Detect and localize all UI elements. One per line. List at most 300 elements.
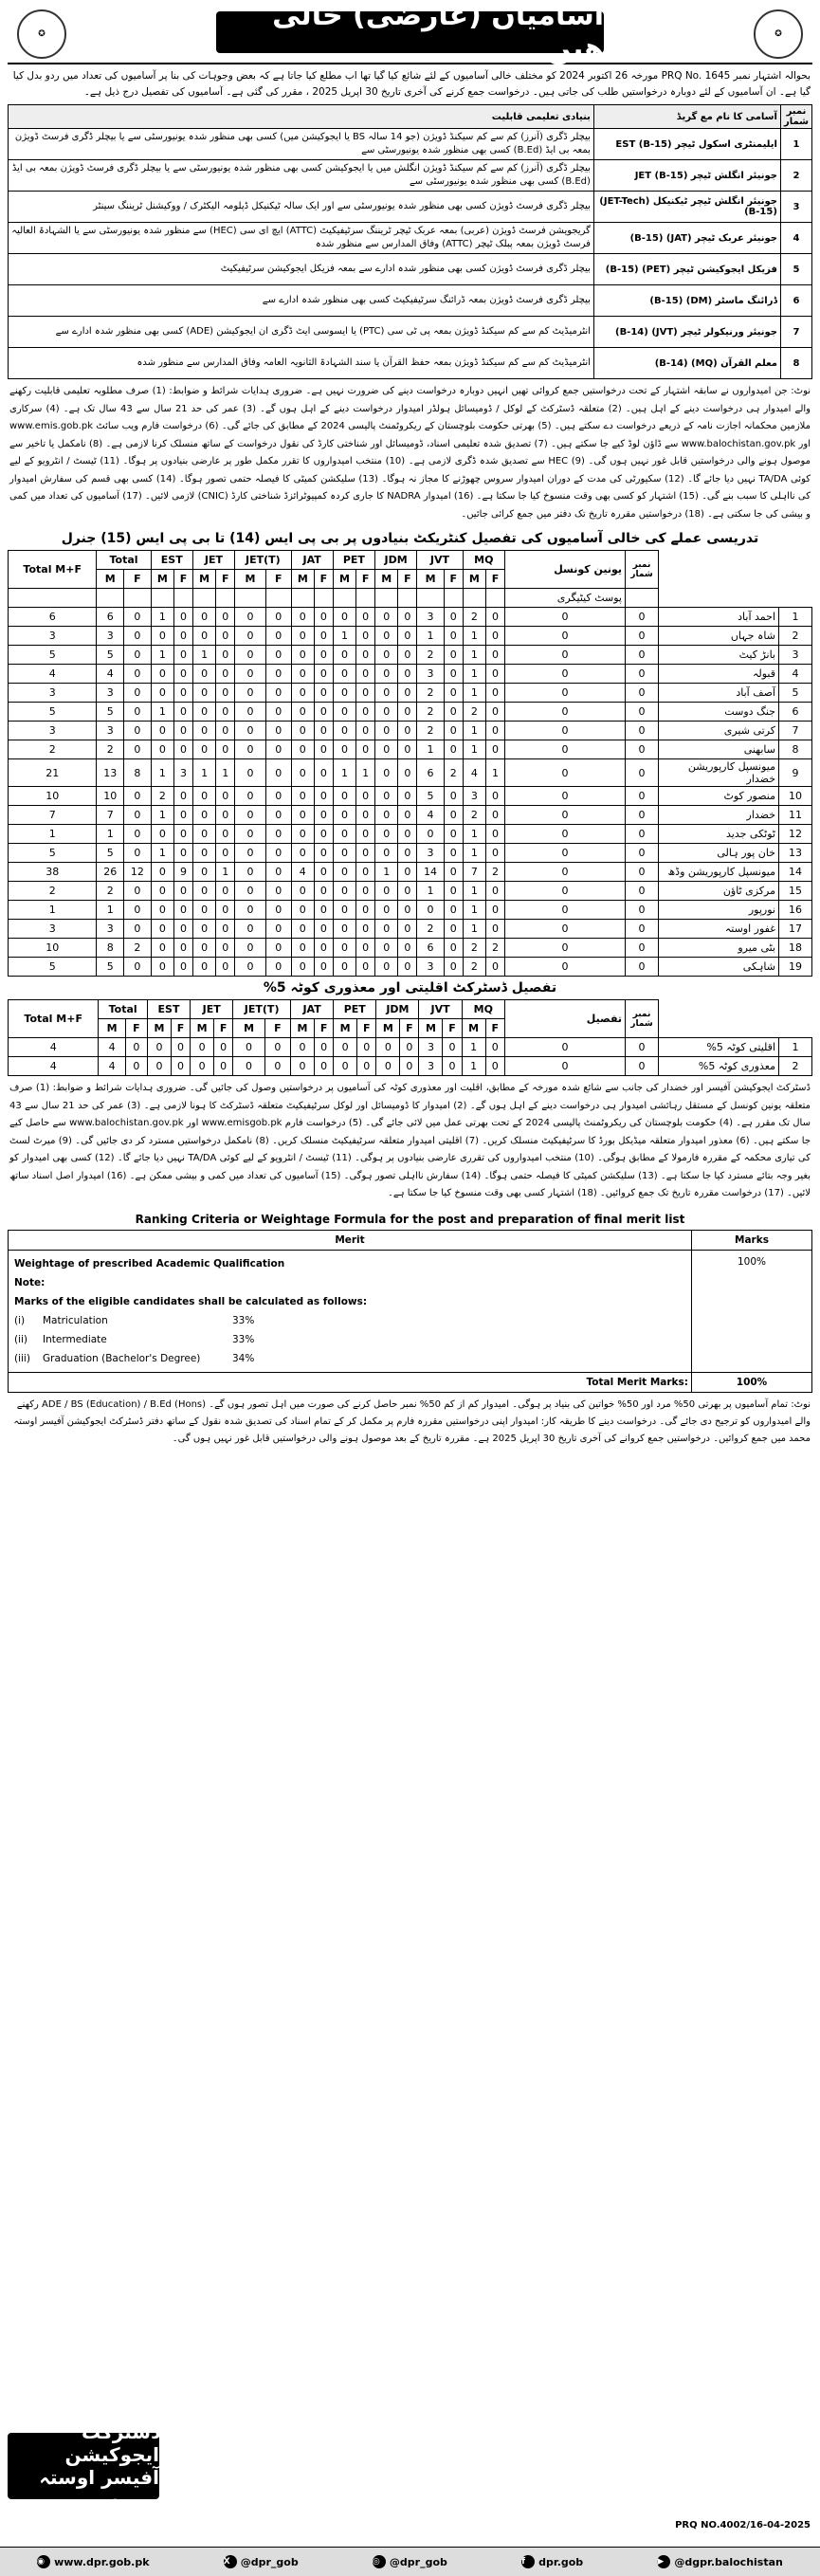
cell-value: 0 [626,882,659,901]
cell-value: 0 [216,806,235,825]
cell-value: 0 [291,722,314,740]
cell-value: 3 [463,787,485,806]
post-num: 3 [780,192,811,223]
cell-value: 1 [417,627,445,646]
cell-value: 0 [444,920,463,939]
cell-value: 7 [463,863,485,882]
post-row [9,223,812,254]
cell-value: 1 [417,882,445,901]
post-qualification: انٹرمیڈیٹ کم سے کم سیکنڈ ڈویژن بمعہ حفظ القرآن یا سند الشہادۃ الثانویہ العامہ وفاق المدارس سے منظور شدہ [9,348,594,379]
cell-value: 0 [444,825,463,844]
cell-value: 0 [356,646,375,665]
table-row [9,608,812,627]
cell-value: 0 [626,740,659,759]
cell-value: 0 [192,703,215,722]
cell-value: 1 [463,882,485,901]
cell-value: 1 [151,608,173,627]
cell-value: 0 [264,1057,290,1076]
cell-value: 0 [417,825,445,844]
cell-value: 1 [216,759,235,787]
post-qualification: بیچلر ڈگری فرسٹ ڈویژن کسی بھی منظور شدہ یونیورسٹی سے اور ایک سالہ ٹیکنیکل ڈپلومہ الیکٹرک / ووکیشنل ٹریننگ سینٹر [9,192,594,223]
cell-value: 0 [505,646,626,665]
cell-value: 2 [417,920,445,939]
cell-value: 0 [265,806,291,825]
cell-value: 0 [151,825,173,844]
cell-value: 2 [486,939,505,958]
cell-value: 0 [235,863,266,882]
cell-value: 0 [626,703,659,722]
cell-total-mf: 3 [9,684,97,703]
cell-value: 0 [174,806,193,825]
cell-value: 0 [505,740,626,759]
cell-total-mf: 4 [9,1057,99,1076]
post-row [9,192,812,223]
cell-value: 0 [192,740,215,759]
cell-value: 0 [375,646,398,665]
cell-value: 0 [505,882,626,901]
table-row [9,806,812,825]
col-m: M [97,570,124,589]
cell-value: 0 [400,1038,419,1057]
table-row [9,684,812,703]
cell-value: 0 [505,825,626,844]
cell-value: 2 [417,646,445,665]
cell-value: 1 [151,844,173,863]
cell-value: 3 [419,1038,443,1057]
cell-value: 1 [151,703,173,722]
cell-value: 0 [235,939,266,958]
cell-value: 0 [315,920,334,939]
cell-value: 0 [174,646,193,665]
cell-name: خضدار [659,806,779,825]
col-f: F [357,1019,376,1038]
cell-value: 0 [444,863,463,882]
cell-value: 3 [174,759,193,787]
cell-total-mf: 21 [9,759,97,787]
cell-value: 0 [398,901,417,920]
cell-value: 0 [264,1038,290,1057]
cell-value: 0 [291,1038,315,1057]
cell-value: 0 [334,1057,357,1076]
cell-value: 0 [505,863,626,882]
cell-value: 0 [235,740,266,759]
post-name: معلم القرآن (MQ) (B-14) [593,348,780,379]
cell-value: 0 [291,703,314,722]
weightage-marks: 100% [692,1250,812,1372]
cell-value: 0 [626,684,659,703]
cell-value: 0 [333,958,355,977]
cell-value: 0 [315,882,334,901]
post-name: ایلیمنٹری اسکول ٹیچر (EST (B-15 [593,129,780,160]
col-header: JDM [376,1000,419,1019]
cell-value: 0 [486,703,505,722]
cell-value: 1 [463,825,485,844]
cell-sn: 15 [779,882,812,901]
cell-value: 0 [333,825,355,844]
footer-item[interactable] [657,2555,782,2568]
cell-value: 0 [626,787,659,806]
cell-name: معذوری کوٹہ 5% [659,1057,779,1076]
cell-value: 3 [97,684,124,703]
col-header: JET [192,551,234,570]
post-num: 6 [780,285,811,317]
footer-item[interactable] [521,2555,583,2568]
col-f: F [400,1019,419,1038]
post-row [9,129,812,160]
merit-item-label: Matriculation [43,1314,108,1326]
cell-sn: 1 [779,1038,812,1057]
cell-value: 0 [356,627,375,646]
cell-value: 0 [626,722,659,740]
cell-value: 1 [417,740,445,759]
cell-value: 0 [444,627,463,646]
cell-value: 0 [357,1038,376,1057]
cell-value: 0 [315,806,334,825]
page-title: آسامیاں (عارضی) خالی ھیں [216,11,604,53]
cell-name: غفور اوستہ [659,920,779,939]
footer-link-text: @dgpr.balochistan [674,2555,783,2568]
merit-header-merit: Merit [9,1230,692,1250]
table-row [9,1038,812,1057]
cell-value: 0 [356,939,375,958]
total-marks: 100% [692,1372,812,1392]
col-m: M [334,1019,357,1038]
cell-total-mf: 38 [9,863,97,882]
cell-value: 0 [174,665,193,684]
cell-name: خان پور ہالی [659,844,779,863]
cell-value: 0 [444,665,463,684]
col-name: تفصیل [505,1000,626,1038]
cell-value: 0 [151,882,173,901]
cell-value: 0 [444,882,463,901]
cell-value: 0 [398,920,417,939]
cell-sn: 16 [779,901,812,920]
col-f: F [174,570,193,589]
cell-value: 4 [291,863,314,882]
cell-value: 0 [151,863,173,882]
cell-value: 0 [398,627,417,646]
grid-subheader-row [9,570,812,589]
merit-item-pct: 34% [232,1352,255,1364]
cell-value: 0 [291,1057,315,1076]
cell-value: 0 [315,844,334,863]
col-f: F [214,1019,233,1038]
cell-value: 0 [174,901,193,920]
cell-value: 1 [463,684,485,703]
post-qualification: بیچلر ڈگری فرسٹ ڈویژن بمعہ ڈرائنگ سرٹیفیکیٹ کسی بھی منظور شدہ ادارے سے [9,285,594,317]
cell-value: 6 [417,759,445,787]
cell-sn: 6 [779,703,812,722]
cell-value: 0 [314,1057,333,1076]
cell-name: ٹوٹکی جدید [659,825,779,844]
cell-value: 0 [356,740,375,759]
cell-value: 12 [124,863,152,882]
cell-total-mf: 1 [9,825,97,844]
cell-value: 0 [216,665,235,684]
cell-value: 0 [191,1038,214,1057]
cell-value: 0 [398,882,417,901]
cell-value: 0 [375,825,398,844]
cell-value: 0 [486,646,505,665]
cell-value: 0 [124,684,152,703]
table-row [9,646,812,665]
cell-value: 0 [233,1057,265,1076]
cell-value: 0 [124,646,152,665]
col-m: M [291,570,314,589]
table-row [9,787,812,806]
cell-value: 0 [265,759,291,787]
cell-value: 0 [315,901,334,920]
cell-value: 0 [216,901,235,920]
cell-total-mf: 3 [9,920,97,939]
cell-sn: 1 [779,608,812,627]
cell-value: 5 [97,844,124,863]
cell-value: 4 [97,665,124,684]
col-f: F [171,1019,190,1038]
cell-value: 0 [505,939,626,958]
cell-value: 0 [151,722,173,740]
grid-subheader-row [9,1019,812,1038]
cell-value: 0 [444,684,463,703]
cell-value: 0 [151,684,173,703]
cell-value: 0 [291,844,314,863]
cell-value: 4 [99,1057,126,1076]
cell-value: 0 [486,665,505,684]
cell-value: 0 [356,787,375,806]
cell-value: 0 [291,759,314,787]
cell-value: 0 [356,958,375,977]
merit-item-num: (iii) [14,1352,30,1364]
cell-value: 0 [626,627,659,646]
post-qualification: گریجویشن فرسٹ ڈویژن (عربی) بمعہ عربک ٹیچر ٹریننگ سرٹیفیکیٹ (ATTC) ایچ ای سی (HEC) سے منظور شدہ یونیورسٹی سے یا الشہادۃ العالیہ فرسٹ ڈویژن بمعہ پبلک ٹیچر (ATTC) وفاق المدارس سے منظور شدہ [9,223,594,254]
col-m: M [419,1019,443,1038]
cell-value: 0 [626,920,659,939]
table2-title: تفصیل ڈسٹرکٹ اقلیتی اور معذوری کوٹہ 5% [263,980,557,996]
cell-value: 0 [376,1038,400,1057]
col-header: JDM [375,551,417,570]
cell-value: 1 [333,759,355,787]
cell-value: 14 [417,863,445,882]
cell-value: 0 [333,939,355,958]
posts-header-num: نمبر شمار [780,105,811,129]
cell-value: 0 [235,901,266,920]
cell-value: 0 [291,920,314,939]
cell-value: 1 [463,901,485,920]
cell-value: 0 [376,1057,400,1076]
cell-value: 0 [265,920,291,939]
cell-value: 0 [216,740,235,759]
cell-name: نورپور [659,901,779,920]
cell-value: 0 [235,703,266,722]
cell-value: 0 [192,844,215,863]
cell-sn: 2 [779,627,812,646]
cell-value: 8 [97,939,124,958]
cell-value: 0 [174,958,193,977]
cell-value: 0 [315,740,334,759]
cell-value: 0 [398,684,417,703]
cell-value: 0 [505,806,626,825]
cell-value: 6 [97,608,124,627]
table1-title: تدریسی عملے کی خالی آسامیوں کی تفصیل کنٹریکٹ بنیادوں پر بی پی ایس (14) تا بی پی ایس (15) جنرل [61,531,759,546]
cell-value: 0 [333,703,355,722]
sub-header: پوسٹ کیٹیگری [505,589,626,608]
cell-value: 0 [398,825,417,844]
cell-value: 0 [486,958,505,977]
cell-value: 0 [265,825,291,844]
cell-value: 0 [291,901,314,920]
cell-value: 0 [505,844,626,863]
table-row [9,825,812,844]
cell-value: 0 [216,722,235,740]
cell-value: 0 [192,863,215,882]
cell-value: 0 [505,901,626,920]
footer-item[interactable] [373,2555,447,2568]
cell-value: 0 [398,740,417,759]
cell-value: 0 [626,825,659,844]
cell-name: میونسپل کارپوریشن وڈھ [659,863,779,882]
cell-value: 4 [417,806,445,825]
cell-value: 0 [192,665,215,684]
cell-name: بانڑ کیٹ [659,646,779,665]
cell-value: 2 [124,939,152,958]
cell-value: 0 [235,882,266,901]
merit-item-pct: 33% [232,1333,255,1345]
cell-value: 0 [124,844,152,863]
cell-value: 0 [444,806,463,825]
cell-value: 0 [444,901,463,920]
cell-value: 0 [233,1038,265,1057]
merit-item-num: (i) [14,1314,26,1326]
cell-name: مرکزی ٹاؤن [659,882,779,901]
col-header: EST [147,1000,190,1019]
cell-value: 0 [291,958,314,977]
cell-sn: 7 [779,722,812,740]
cell-value: 0 [265,627,291,646]
cell-value: 0 [171,1038,190,1057]
cell-value: 0 [333,646,355,665]
cell-value: 0 [124,882,152,901]
cell-value: 0 [216,608,235,627]
cell-value: 0 [398,608,417,627]
cell-value: 5 [97,703,124,722]
col-header: JET [191,1000,233,1019]
cell-value: 0 [216,882,235,901]
col-f: F [314,1019,333,1038]
cell-value: 3 [417,958,445,977]
cell-value: 0 [235,787,266,806]
cell-value: 0 [626,759,659,787]
signature-block [8,2421,159,2512]
cell-value: 5 [417,787,445,806]
grid-header-row [9,551,812,570]
cell-value: 0 [398,665,417,684]
cell-value: 0 [214,1057,233,1076]
cell-value: 0 [505,759,626,787]
col-sn: نمبر شمار [626,551,659,589]
cell-value: 0 [124,806,152,825]
cell-value: 0 [626,665,659,684]
cell-value: 0 [356,722,375,740]
col-m: M [417,570,445,589]
cell-name: شاہکی [659,958,779,977]
cell-value: 0 [356,882,375,901]
cell-value: 10 [97,787,124,806]
cell-value: 3 [97,920,124,939]
cell-value: 0 [626,1038,659,1057]
col-f: F [124,570,152,589]
cell-value: 0 [505,665,626,684]
cell-value: 0 [174,825,193,844]
cell-value: 0 [315,646,334,665]
cell-value: 0 [626,939,659,958]
cell-value: 0 [375,684,398,703]
cell-value: 1 [356,759,375,787]
cell-value: 0 [486,608,505,627]
col-m: M [375,570,398,589]
cell-value: 1 [333,627,355,646]
cell-value: 0 [216,939,235,958]
posts-body [9,129,812,379]
col-m: M [235,570,266,589]
col-sn: نمبر شمار [626,1000,659,1038]
cell-value: 0 [192,787,215,806]
cell-value: 0 [192,722,215,740]
post-name: جونیئر انگلش ٹیچر ٹیکنیکل (JET-Tech) (B-15) [593,192,780,223]
cell-value: 0 [626,844,659,863]
post-num: 4 [780,223,811,254]
cell-value: 0 [398,787,417,806]
post-qualification: بیچلر ڈگری (آنرز) کم سے کم سیکنڈ ڈویژن (جو 14 سالہ BS یا ایجوکیشن میں) کسی بھی منظور شدہ یونیورسٹی سے یا بیچلر ڈگری فرسٹ ڈویژن بمعہ بی ایڈ (B.Ed) کسی بھی منظور شدہ یونیورسٹی سے [9,129,594,160]
cell-value: 0 [151,665,173,684]
cell-value: 0 [174,608,193,627]
instructions-notes: نوٹ: جن امیدواروں نے سابقہ اشتہار کے تحت درخواستیں جمع کروائی تھیں انہیں دوبارہ درخواست دینے کی ضرورت نہیں ہے۔ ضروری ہدایات شرائط و ضوابط: (1) صرف مطلوبہ تعلیمی قابلیت رکھنے والے امیدوار ہی درخواست دینے کے اہل ہیں۔ (2) متعلقہ ڈسٹرکٹ کے لوکل / ڈومیسائل ہولڈر امیدوار درخواست دینے کے اہل ہوں گے۔ (3) عمر کی حد 21 سال سے 43 سال تک ہے۔ (4) سرکاری ملازمین محکمانہ اجازت نامہ کے ذریعے درخواست دے سکتے ہیں۔ (5) بھرتی حکومت بلوچستان کے ریکروٹمنٹ پالیسی 2024 کے مطابق کی جائے گی۔ (6) درخواست فارم ویب سائٹ www.emis.gob.pk اور www.balochistan.gov.pk سے ڈاؤن لوڈ کیے جا سکتے ہیں۔ (7) تصدیق شدہ تعلیمی اسناد، ڈومیسائل اور شناختی کارڈ کی نقول درخواست کے ساتھ منسلک کرنا لازمی ہے۔ (8) نامکمل یا تاخیر سے موصول ہونے والی درخواستیں قابل غور نہیں ہوں گی۔ (9) HEC سے تصدیق شدہ ڈگری لازمی ہے۔ (10) منتخب امیدواروں کا تقرر مکمل طور پر عارضی بنیادوں پر ہوگا۔ (11) ٹیسٹ / انٹرویو کے لیے کوئی TA/DA نہیں دیا جائے گا۔ (12) سکیورٹی کی مدت کے دوران امیدوار سروس چھوڑنے کا مجاز نہ ہوگا۔ (13) سلیکشن کمیٹی کا فیصلہ حتمی تصور ہوگا۔ (14) کسی بھی قسم کی سفارش امیدوار کی نااہلی کا سبب بنے گی۔ (15) اشتہار کو کسی بھی وقت منسوخ کیا جا سکتا ہے۔ (16) امیدوار NADRA کا جاری کردہ کمپیوٹرائزڈ شناختی کارڈ (CNIC) لازمی لائیں۔ (17) آسامیوں کی تعداد میں کمی و بیشی کی جا سکتی ہے۔ (18) درخواستیں مقررہ تاریخ تک دفتر میں جمع کرائی جائیں۔ [9,386,811,520]
signature-line1: ڈسٹرکٹ ایجوکیشن [64,2421,159,2466]
cell-value: 0 [124,787,152,806]
cell-value: 2 [97,740,124,759]
cell-value: 0 [356,684,375,703]
cell-value: 1 [151,759,173,787]
col-m: M [291,1019,315,1038]
table-row [9,958,812,977]
cell-value: 0 [265,787,291,806]
post-num: 2 [780,160,811,192]
cell-value: 0 [356,703,375,722]
cell-sn: 19 [779,958,812,977]
cell-value: 0 [315,863,334,882]
cell-value: 0 [333,684,355,703]
table-row [9,627,812,646]
footer-item[interactable] [224,2555,299,2568]
footer-item[interactable] [37,2555,149,2568]
cell-value: 0 [216,627,235,646]
cell-value: 0 [315,722,334,740]
table-row [9,939,812,958]
cell-value: 0 [486,806,505,825]
cell-value: 4 [99,1038,126,1057]
table-row [9,759,812,787]
col-m: M [462,1019,485,1038]
cell-total-mf: 2 [9,740,97,759]
col-total-mf: Total M+F [9,551,97,589]
header [8,0,812,65]
cell-value: 0 [291,608,314,627]
cell-value: 0 [235,627,266,646]
cell-value: 0 [398,703,417,722]
cell-value: 0 [315,665,334,684]
cell-value: 0 [265,665,291,684]
col-header: JAT [291,1000,334,1019]
cell-value: 3 [417,665,445,684]
